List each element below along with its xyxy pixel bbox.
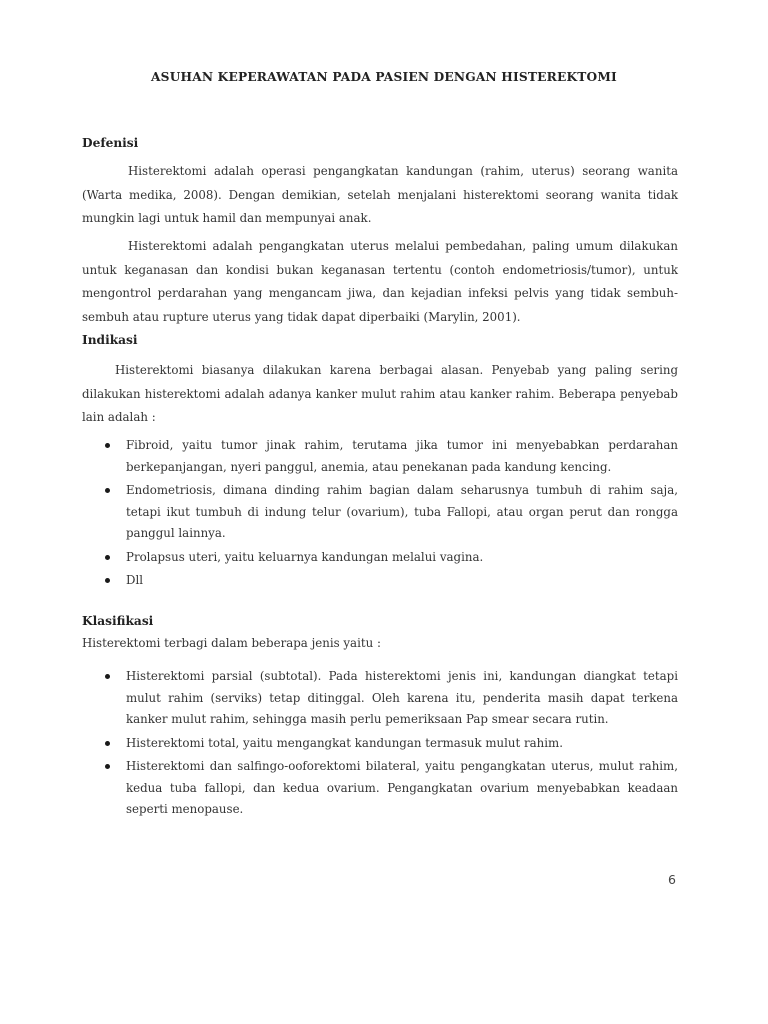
bullet-icon <box>105 741 110 746</box>
bullet-icon <box>105 488 110 493</box>
section-heading-klasifikasi: Klasifikasi <box>82 614 154 628</box>
paragraph-klasifikasi-intro: Histerektomi terbagi dalam beberapa jenis yaitu : <box>82 636 381 650</box>
list-item-text: Fibroid, yaitu tumor jinak rahim, terutama jika tumor ini menyebabkan perdarahan berkepanjangan, nyeri panggul, anemia, atau penekanan pada kandung kencing. <box>126 438 678 474</box>
list-item <box>82 435 678 478</box>
list-item-text: Histerektomi dan salfingo-ooforektomi bilateral, yaitu pengangkatan uterus, mulut rahim, kedua tuba fallopi, dan kedua ovarium. Pengangkatan ovarium menyebabkan keadaan seperti menopause. <box>126 759 678 816</box>
page-number: 6 <box>668 872 676 887</box>
bullet-icon <box>105 578 110 583</box>
list-item <box>82 666 678 731</box>
section-heading-indikasi: Indikasi <box>82 333 138 347</box>
paragraph-indikasi-intro: Histerektomi biasanya dilakukan karena berbagai alasan. Penyebab yang paling sering dilakukan histerektomi adalah adanya kanker mulut rahim atau kanker rahim. Beberapa penyebab lain adalah : <box>82 363 678 424</box>
list-item-text: Histerektomi parsial (subtotal). Pada histerektomi jenis ini, kandungan diangkat tetapi mulut rahim (serviks) tetap ditinggal. Oleh karena itu, penderita masih dapat terkena kanker mulut rahim, sehingga masih perlu pemeriksaan Pap smear secara rutin. <box>126 669 678 726</box>
list-item <box>82 756 678 821</box>
bullet-icon <box>105 764 110 769</box>
document-title: ASUHAN KEPERAWATAN PADA PASIEN DENGAN HISTEREKTOMI <box>151 70 617 84</box>
list-item <box>82 570 678 592</box>
paragraph-defenisi-1: Histerektomi adalah operasi pengangkatan kandungan (rahim, uterus) seorang wanita (Warta medika, 2008). Dengan demikian, setelah menjalani histerektomi seorang wanita tidak mungkin lagi untuk hamil dan mempunyai anak. <box>82 164 678 225</box>
section-heading-defenisi: Defenisi <box>82 136 139 150</box>
list-item-text: Histerektomi total, yaitu mengangkat kandungan termasuk mulut rahim. <box>126 735 563 750</box>
list-indikasi <box>82 435 678 594</box>
list-item-text: Prolapsus uteri, yaitu keluarnya kandungan melalui vagina. <box>126 549 484 564</box>
bullet-icon <box>105 555 110 560</box>
list-item-text: Dll <box>126 573 144 587</box>
bullet-icon <box>105 443 110 448</box>
list-item <box>82 480 678 545</box>
list-item <box>82 733 678 755</box>
paragraph-defenisi-2: Histerektomi adalah pengangkatan uterus melalui pembedahan, paling umum dilakukan untuk keganasan dan kondisi bukan keganasan tertentu (contoh endometriosis/tumor), untuk mengontrol perdarahan yang mengancam jiwa, dan kejadian infeksi pelvis yang tidak sembuh-sembuh atau rupture uterus yang tidak dapat diperbaiki (Marylin, 2001). <box>82 239 678 324</box>
bullet-icon <box>105 674 110 679</box>
list-item <box>82 547 678 569</box>
list-klasifikasi <box>82 666 678 823</box>
list-item-text: Endometriosis, dimana dinding rahim bagian dalam seharusnya tumbuh di rahim saja, tetapi ikut tumbuh di indung telur (ovarium), tuba Fallopi, atau organ perut dan rongga panggul lainnya. <box>126 483 678 540</box>
